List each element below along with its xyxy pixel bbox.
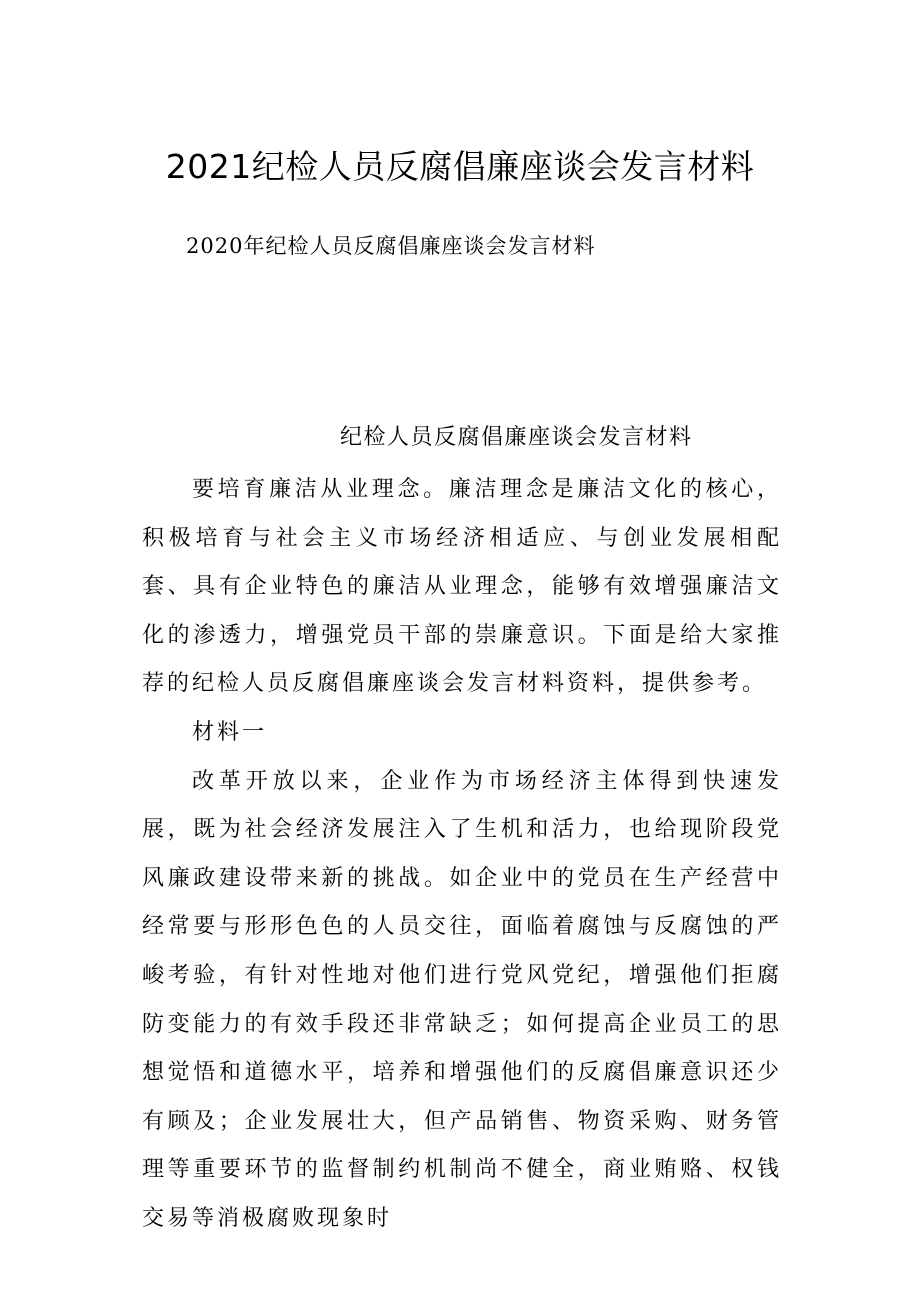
document-subtitle: 2020年纪检人员反腐倡廉座谈会发言材料 [186, 234, 596, 258]
section-heading: 纪检人员反腐倡廉座谈会发言材料 [340, 425, 693, 450]
document-body [142, 466, 782, 1244]
document-title: 2021纪检人员反腐倡廉座谈会发言材料 [165, 147, 755, 186]
paragraph-intro: 要培育廉洁从业理念。廉洁理念是廉洁文化的核心，积极培育与社会主义市场经济相适应、与创业发展相配套、具有企业特色的廉洁从业理念，能够有效增强廉洁文化的渗透力，增强党员干部的崇廉意识。下面是给大家推荐的纪检人员反腐倡廉座谈会发言材料资料，提供参考。 [142, 477, 782, 697]
paragraph-material-label: 材料一 [192, 719, 268, 745]
paragraph-material-one: 改革开放以来，企业作为市场经济主体得到快速发展，既为社会经济发展注入了生机和活力，也给现阶段党风廉政建设带来新的挑战。如企业中的党员在生产经营中经常要与形形色色的人员交往，面临着腐蚀与反腐蚀的严峻考验，有针对性地对他们进行党风党纪，增强他们拒腐防变能力的有效手段还非常缺乏；如何提高企业员工的思想觉悟和道德水平，培养和增强他们的反腐倡廉意识还少有顾及；企业发展壮大，但产品销售、物资采购、财务管理等重要环节的监督制约机制尚不健全，商业贿赂、权钱交易等消极腐败现象时 [142, 768, 782, 1231]
